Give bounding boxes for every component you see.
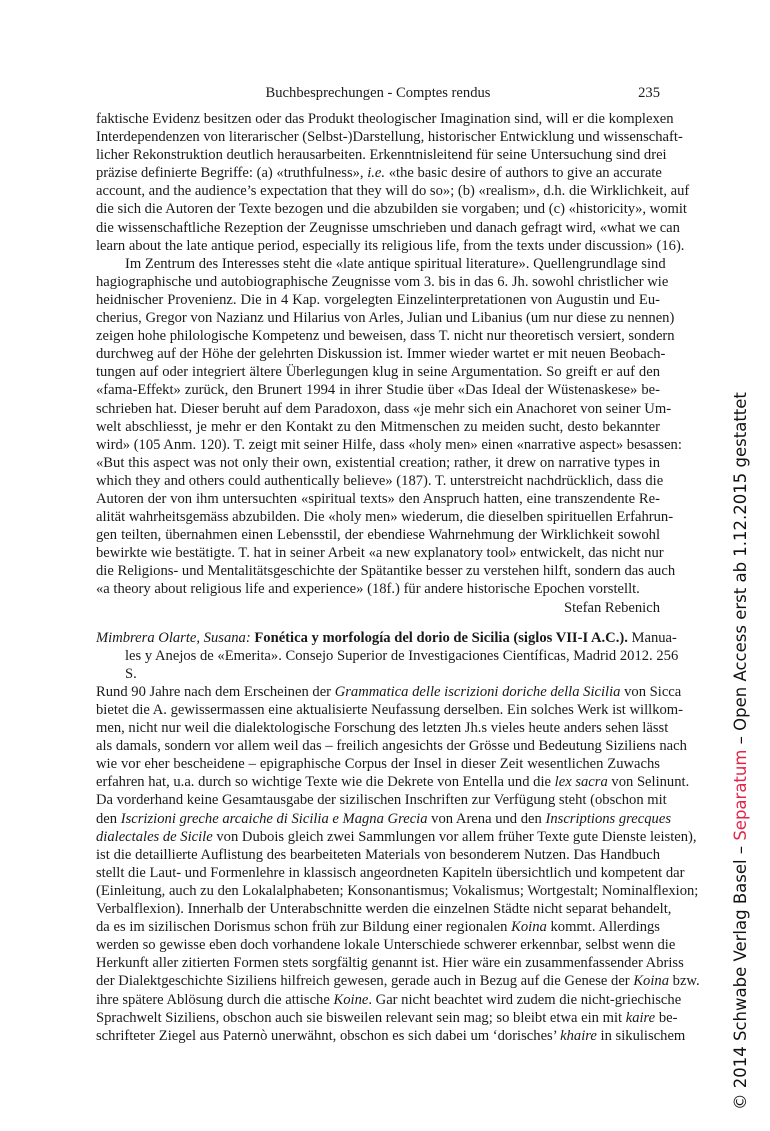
italic-text: Inscriptions grecques (545, 810, 671, 827)
text-line (96, 864, 685, 882)
bold-title: Fonética y morfología del dorio de Sicilia (siglos VII-I A.C.). (254, 629, 628, 646)
page-header (96, 85, 660, 105)
text-segment: Rund 90 Jahre nach dem Erscheinen der (96, 683, 335, 700)
text-segment: les y Anejos de «Emerita». Consejo Superior de Investigaciones Científicas, Madrid 2012. 256 (125, 647, 679, 664)
text-line (96, 363, 660, 381)
text-segment: Herkunft aller zitierten Formen stets sorgfältig genannt ist. Hier wäre ein zusammenfassender Abriss (96, 955, 684, 972)
text-line (96, 755, 660, 773)
text-line (96, 472, 664, 490)
text-line (96, 954, 684, 972)
text-segment: die sich die Autoren der Texte bezogen und die abzubilden sie vorgaben; und (c) «historicity», womit (96, 201, 687, 218)
text-line (96, 418, 660, 436)
text-line (96, 309, 675, 327)
text-line (96, 737, 687, 755)
text-segment: tungen auf oder integriert ältere Überlegungen klug in seine Argumentation. So greift er auf den (96, 364, 660, 381)
italic-text: Koina (511, 919, 547, 936)
text-segment: von Arena und den (427, 810, 546, 827)
text-segment: men, nicht nur weil die dialektologische Forschung des letzten Jh.s vieles heute anders sehen lässt (96, 720, 669, 737)
text-line (96, 454, 660, 472)
section-gap (96, 617, 660, 629)
paragraph (96, 683, 700, 1045)
italic-text: i.e. (367, 165, 386, 182)
text-line (96, 200, 687, 218)
text-segment: licher Rekonstruktion deutlich herausarbeiten. Erkenntnisleitend für seine Untersuchung sind drei (96, 147, 667, 164)
text-segment: learn about the late antique period, especially its religious life, from the texts under discussion» (16). (96, 237, 685, 254)
text-line (96, 991, 682, 1009)
italic-text: Iscrizioni greche arcaiche di Sicilia e Magna Grecia (120, 810, 428, 827)
text-segment: account, and the audience’s expectation that they will do so»; (b) «realism», d.h. die Wirklichkeit, auf (96, 183, 690, 200)
text-segment: stellt die Laut- und Formenlehre in klassisch angeordneten Kapiteln übersichtlich und kompetent dar (96, 864, 685, 881)
reviewer-signature: Stefan Rebenich (563, 599, 660, 616)
text-line (96, 629, 677, 647)
paragraph (96, 255, 682, 599)
text-line (96, 182, 690, 200)
text-segment: die wissenschaftliche Rezeption der Zeugnisse umschrieben und danach gefragt wird, «what we can (96, 219, 680, 236)
text-line (96, 237, 685, 255)
text-segment: werden so gewisse eben doch vorhandene lokale Unterschiede schwerer erkennbar, selbst wenn die (96, 937, 676, 954)
text-segment: (Einleitung, auch zu den Lokalalphabeten; Konsonantismus; Vokalismus; Wortgestalt; Nominalflexion; (96, 882, 699, 899)
text-segment: Autoren der von ihm untersuchten «spiritual texts» den Anspruch hatten, eine transzendente Re- (96, 490, 660, 507)
text-line (96, 255, 666, 273)
text-line (96, 128, 683, 146)
text-segment: durchweg auf der Höhe der gelehrten Diskussion ist. Immer wieder wartet er mit neuen Beobach- (96, 346, 666, 363)
text-line (96, 846, 660, 864)
text-line (96, 647, 679, 665)
text-line (96, 490, 660, 508)
text-segment: S. (125, 665, 137, 682)
text-segment: Interdependenzen von literarischer (Selbst-)Darstellung, historischer Entwicklung und wissenschaft- (96, 129, 683, 146)
italic-text: dialectales de Sicile (96, 828, 213, 845)
text-segment: «fama-Effekt» zurück, den Brunert 1994 in ihrer Studie über «Das Ideal der Wüstenaskese» be- (96, 382, 660, 399)
text-line (96, 1009, 678, 1027)
text-segment: von Sicca (620, 683, 682, 700)
text-line (96, 683, 682, 701)
text-segment: Da vorderhand keine Gesamtausgabe der sizilischen Inschriften zur Verfügung steht (obschon mit (96, 792, 667, 809)
text-segment: Manua- (627, 629, 677, 646)
text-line (96, 400, 672, 418)
text-segment: cherius, Gregor von Nazianz und Hilarius von Arles, Julian und Libanius (um nur diese zu nennen) (96, 310, 675, 327)
italic-text: Grammatica delle iscrizioni doriche della Sicilia (334, 683, 621, 700)
text-line (96, 164, 660, 182)
open-access-text: – Open Access erst ab 1.12.2015 gestattet (731, 392, 750, 750)
text-segment: erfahren hat, u.a. durch so wichtige Texte wie die Dekrete von Entella und die (96, 774, 555, 791)
text-segment: bewirkte wie bestätigte. T. hat in seiner Arbeit «a new explanatory tool» entwickelt, das nicht nur (96, 545, 664, 562)
text-line (96, 791, 667, 809)
text-segment: präzise definierte Begriffe: (a) «truthfulness», (96, 165, 368, 182)
text-segment: wird» (105 Anm. 120). T. zeigt mit seiner Hilfe, dass «holy men» einen «narrative aspect» besassen: (96, 436, 682, 453)
text-segment: welt abschliesst, je mehr er den Kontakt zu den Mitmenschen zu meiden sucht, desto bekannter (96, 418, 660, 435)
text-segment: da es im sizilischen Dorismus schon früh zur Bildung einer regionalen (96, 919, 512, 936)
text-line (96, 773, 690, 791)
text-line (96, 436, 682, 454)
paragraph (96, 110, 690, 255)
text-segment: gen teilten, übernahmen einen Lebensstil, der ebendiese Wahrnehmung der Wirklichkeit sowohl (96, 527, 660, 544)
text-line (96, 1027, 686, 1045)
text-line (96, 508, 674, 526)
text-line (96, 580, 660, 598)
text-line (96, 719, 669, 737)
text-segment: bietet die A. gewissermassen eine aktualisierte Neufassung derselben. Ein solches Werk ist willkom- (96, 702, 684, 718)
text-segment: Sprachwelt Siziliens, obschon auch sie bisweilen relevant sein mag; so bleibt etwa ein mit (96, 1009, 626, 1026)
text-segment: alität wahrheitsgemäss abzubilden. Die «holy men» wiederum, die dieselben spirituellen Erfahrun- (96, 509, 674, 526)
text-segment: «the basic desire of authors to give an accurate (385, 165, 662, 182)
text-line (96, 665, 660, 683)
text-line (96, 936, 676, 954)
text-line (96, 544, 664, 562)
text-segment: be- (655, 1009, 678, 1026)
text-line (96, 900, 672, 918)
text-segment: die Religions- und Mentalitätsgeschichte der Spätantike besser zu verstehen hilft, sondern das auch (96, 563, 676, 580)
text-segment: Im Zentrum des Interesses steht die «late antique spiritual literature». Quellengrundlage sind (125, 255, 666, 272)
text-line (96, 562, 676, 580)
text-line (96, 146, 667, 164)
copyright-text: © 2014 Schwabe Verlag Basel – (731, 840, 750, 1110)
book-citation (96, 629, 679, 683)
text-segment: Verbalflexion). Innerhalb der Unterabschnitte werden die einzelnen Städte nicht separat behandelt, (96, 901, 672, 918)
text-segment: ist die detaillierte Auflistung des bearbeiteten Materials von besonderem Nutzen. Das Handbuch (96, 846, 660, 863)
text-segment: «But this aspect was not only their own, existential creation; rather, it drew on narrative types in (96, 454, 660, 471)
text-segment: faktische Evidenz besitzen oder das Produkt theologischer Imagination sind, will er die komplexen (96, 111, 674, 127)
text-line (96, 327, 675, 345)
text-line (96, 381, 660, 399)
italic-text: Koine (333, 991, 369, 1008)
text-segment: schrieben hat. Dieser beruht auf dem Paradoxon, dass «je mehr sich ein Anachoret von seiner Um- (96, 400, 672, 417)
page-number: 235 (638, 85, 660, 101)
text-segment: ihre spätere Ablösung durch die attische (96, 991, 334, 1008)
text-segment: schrifteter Ziegel aus Paternò unerwähnt, obschon es sich dabei um ‘dorisches’ (96, 1027, 561, 1044)
text-segment: «a theory about religious life and experience» (18f.) für andere historische Epochen vorstellt. (96, 581, 640, 598)
text-segment: zeigen hohe philologische Kompetenz und beweisen, dass T. nicht nur theoretisch versiert, sondern (96, 328, 675, 345)
italic-text: khaire (560, 1027, 597, 1044)
text-segment: bzw. (669, 973, 700, 990)
text-line (96, 219, 680, 237)
italic-text: kaire (625, 1009, 656, 1026)
text-segment: wie vor eher bescheidene – epigraphische Corpus der Insel in dieser Zeit wesentlichen Zuwachs (96, 756, 660, 773)
text-line (96, 918, 660, 936)
text-line (96, 110, 674, 128)
italic-text: lex sacra (554, 774, 608, 791)
text-segment: . Gar nicht beachtet wird zudem die nicht-griechische (368, 991, 682, 1008)
italic-text: Mimbrera Olarte, Susana: (96, 629, 251, 646)
text-line (96, 526, 660, 544)
running-title: Buchbesprechungen - Comptes rendus (265, 85, 491, 101)
text-line (96, 882, 699, 900)
text-segment: heidnischer Provenienz. Die in 4 Kap. vorgelegten Einzelinterpretationen von Augustin und Eu- (96, 291, 660, 308)
separatum-label: Separatum (731, 749, 750, 841)
italic-text: Koina (633, 973, 669, 990)
text-segment: als damals, sondern vor allem weil das – freilich angesichts der Grösse und Bedeutung Siziliens nach (96, 738, 687, 755)
text-line (96, 810, 671, 828)
text-segment: von Dubois gleich zwei Sammlungen vor allem früher Texte gute Dienste leisten), (212, 828, 697, 845)
text-line (96, 291, 660, 309)
text-segment: den (96, 810, 121, 827)
text-segment: in sikulischem (596, 1027, 686, 1044)
text-segment: von Selinunt. (607, 774, 690, 791)
text-segment: which they and others could authentically believe» (187). T. unterstreicht nachdrücklich, dass die (96, 472, 664, 489)
copyright-notice (731, 392, 750, 1110)
text-line (96, 828, 697, 846)
text-line (96, 972, 700, 990)
text-line (96, 273, 669, 291)
text-segment: kommt. Allerdings (546, 919, 660, 936)
page-body (96, 110, 700, 1045)
text-line (96, 701, 684, 719)
text-line (96, 345, 666, 363)
text-segment: der Dialektgeschichte Siziliens hilfreich gewesen, gerade auch in Bezug auf die Genese der (96, 973, 634, 990)
text-segment: hagiographische und autobiographische Zeugnisse vom 3. bis in das 6. Jh. sowohl christlicher wie (96, 273, 669, 290)
